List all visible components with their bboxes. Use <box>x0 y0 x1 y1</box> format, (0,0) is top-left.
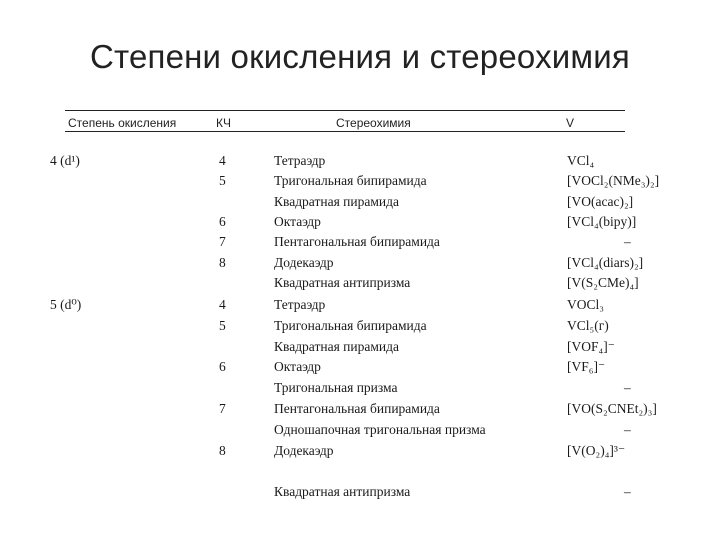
header-coordination-number: КЧ <box>216 116 231 130</box>
table-cell-cn: 6 <box>219 214 226 229</box>
table-cell-example: [VF₆]⁻ <box>567 359 606 374</box>
table-cell-cn: 8 <box>219 255 226 270</box>
table-cell-cn: 8 <box>219 443 226 458</box>
table-cell-cn: 4 <box>219 297 226 312</box>
table-cell-stereo: Квадратная антипризма <box>274 275 411 290</box>
table-cell-cn: 7 <box>219 401 226 416</box>
table-cell-cn: 7 <box>219 234 226 249</box>
table-cell-oxidation: 5 (d⁰) <box>50 297 82 312</box>
table-cell-stereo: Квадратная антипризма <box>274 484 411 499</box>
table-cell-example: – <box>624 484 631 499</box>
table-top-rule <box>65 110 625 111</box>
table-cell-cn: 4 <box>219 153 226 168</box>
table-cell-example: [V(S₂CMe)₄] <box>567 275 639 290</box>
table-cell-stereo: Тригональная призма <box>274 380 398 395</box>
table-cell-example: VCl₄ <box>567 153 595 168</box>
table-cell-example: VOCl₃ <box>567 297 604 312</box>
table-cell-stereo: Квадратная пирамида <box>274 194 399 209</box>
table-cell-stereo: Тетраэдр <box>274 297 326 312</box>
slide-title: Степени окисления и стереохимия <box>89 38 631 75</box>
table-cell-stereo: Тригональная бипирамида <box>274 318 427 333</box>
table-cell-stereo: Додекаэдр <box>274 443 334 458</box>
table-cell-stereo: Октаэдр <box>274 214 321 229</box>
table-cell-cn: 5 <box>219 173 226 188</box>
table-cell-stereo: Квадратная пирамида <box>274 339 399 354</box>
header-oxidation-state: Степень окисления <box>68 116 177 130</box>
table-cell-stereo: Пентагональная бипирамида <box>274 401 440 416</box>
table-cell-example: [VOF₄]⁻ <box>567 339 615 354</box>
table-cell-cn: 6 <box>219 359 226 374</box>
table-header-rule <box>65 131 625 132</box>
table-cell-example: VCl₅(г) <box>567 318 609 333</box>
table-cell-stereo: Тригональная бипирамида <box>274 173 427 188</box>
table-cell-example: [VO(acac)₂] <box>567 194 634 209</box>
header-vanadium-example: V <box>566 116 575 130</box>
table-cell-example: – <box>624 422 631 437</box>
table-cell-stereo: Октаэдр <box>274 359 321 374</box>
table-cell-example: [VCl₄(bipy)] <box>567 214 637 229</box>
table-cell-example: – <box>624 380 631 395</box>
table-cell-example: – <box>624 234 631 249</box>
table-cell-oxidation: 4 (d¹) <box>50 153 80 168</box>
table-cell-example: [VCl₄(diars)₂] <box>567 255 644 270</box>
table-cell-cn: 5 <box>219 318 226 333</box>
table-cell-stereo: Пентагональная бипирамида <box>274 234 440 249</box>
table-cell-example: [V(O₂)₄]³⁻ <box>567 443 626 458</box>
table-cell-example: [VO(S₂CNEt₂)₃] <box>567 401 657 416</box>
table-cell-example: [VOCl₂(NMe₃)₂] <box>567 173 660 188</box>
table-cell-stereo: Додекаэдр <box>274 255 334 270</box>
table-cell-stereo: Тетраэдр <box>274 153 326 168</box>
header-stereochemistry: Стереохимия <box>336 116 411 130</box>
table-cell-stereo: Одношапочная тригональная призма <box>274 422 486 437</box>
